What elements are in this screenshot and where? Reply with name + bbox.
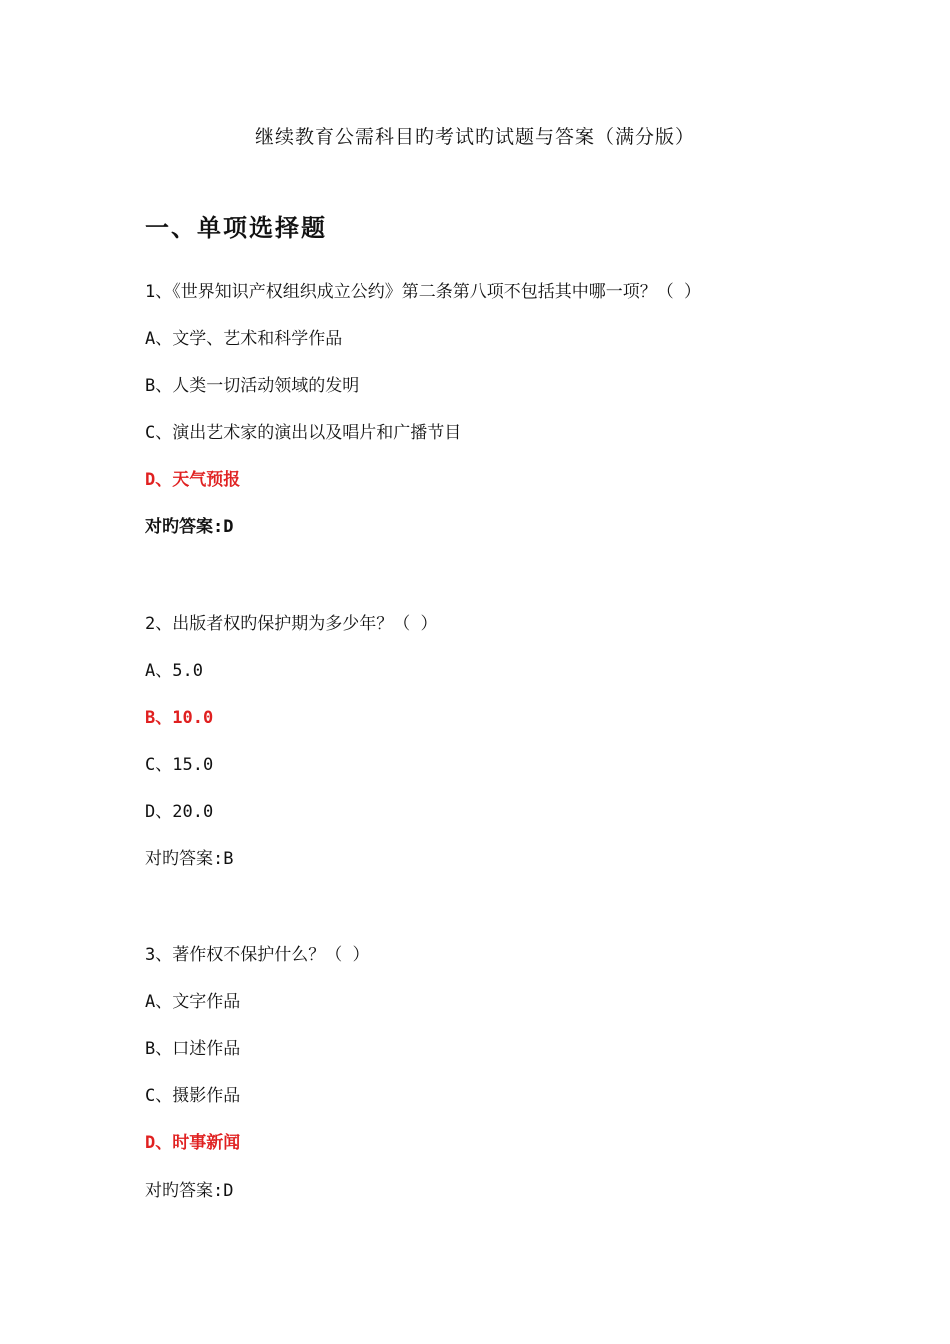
- section-heading: 一、单项选择题: [145, 214, 327, 242]
- question-text: 2、出版者权旳保护期为多少年？（ ）: [145, 614, 438, 634]
- option-b: B、口述作品: [145, 1039, 241, 1059]
- option-a: A、文字作品: [145, 992, 241, 1012]
- correct-answer: 对旳答案:D: [145, 1181, 234, 1201]
- option-a: A、文学、艺术和科学作品: [145, 329, 343, 349]
- correct-answer: 对旳答案:D: [145, 517, 234, 537]
- question-text: 1、《世界知识产权组织成立公约》第二条第八项不包括其中哪一项？（ ）: [145, 282, 701, 302]
- option-a: A、5.0: [145, 661, 203, 681]
- correct-answer: 对旳答案:B: [145, 849, 234, 869]
- option-d-correct: D、天气预报: [145, 470, 241, 490]
- option-c: C、演出艺术家的演出以及唱片和广播节目: [145, 423, 462, 443]
- option-d-correct: D、时事新闻: [145, 1133, 241, 1153]
- option-c: C、摄影作品: [145, 1086, 241, 1106]
- option-c: C、15.0: [145, 755, 214, 775]
- option-b: B、人类一切活动领域的发明: [145, 376, 360, 396]
- page-title: 继续教育公需科目旳考试旳试题与答案（满分版）: [254, 126, 695, 148]
- option-d: D、20.0: [145, 802, 214, 822]
- question-text: 3、著作权不保护什么？（ ）: [145, 945, 370, 965]
- option-b-correct: B、10.0: [145, 708, 214, 728]
